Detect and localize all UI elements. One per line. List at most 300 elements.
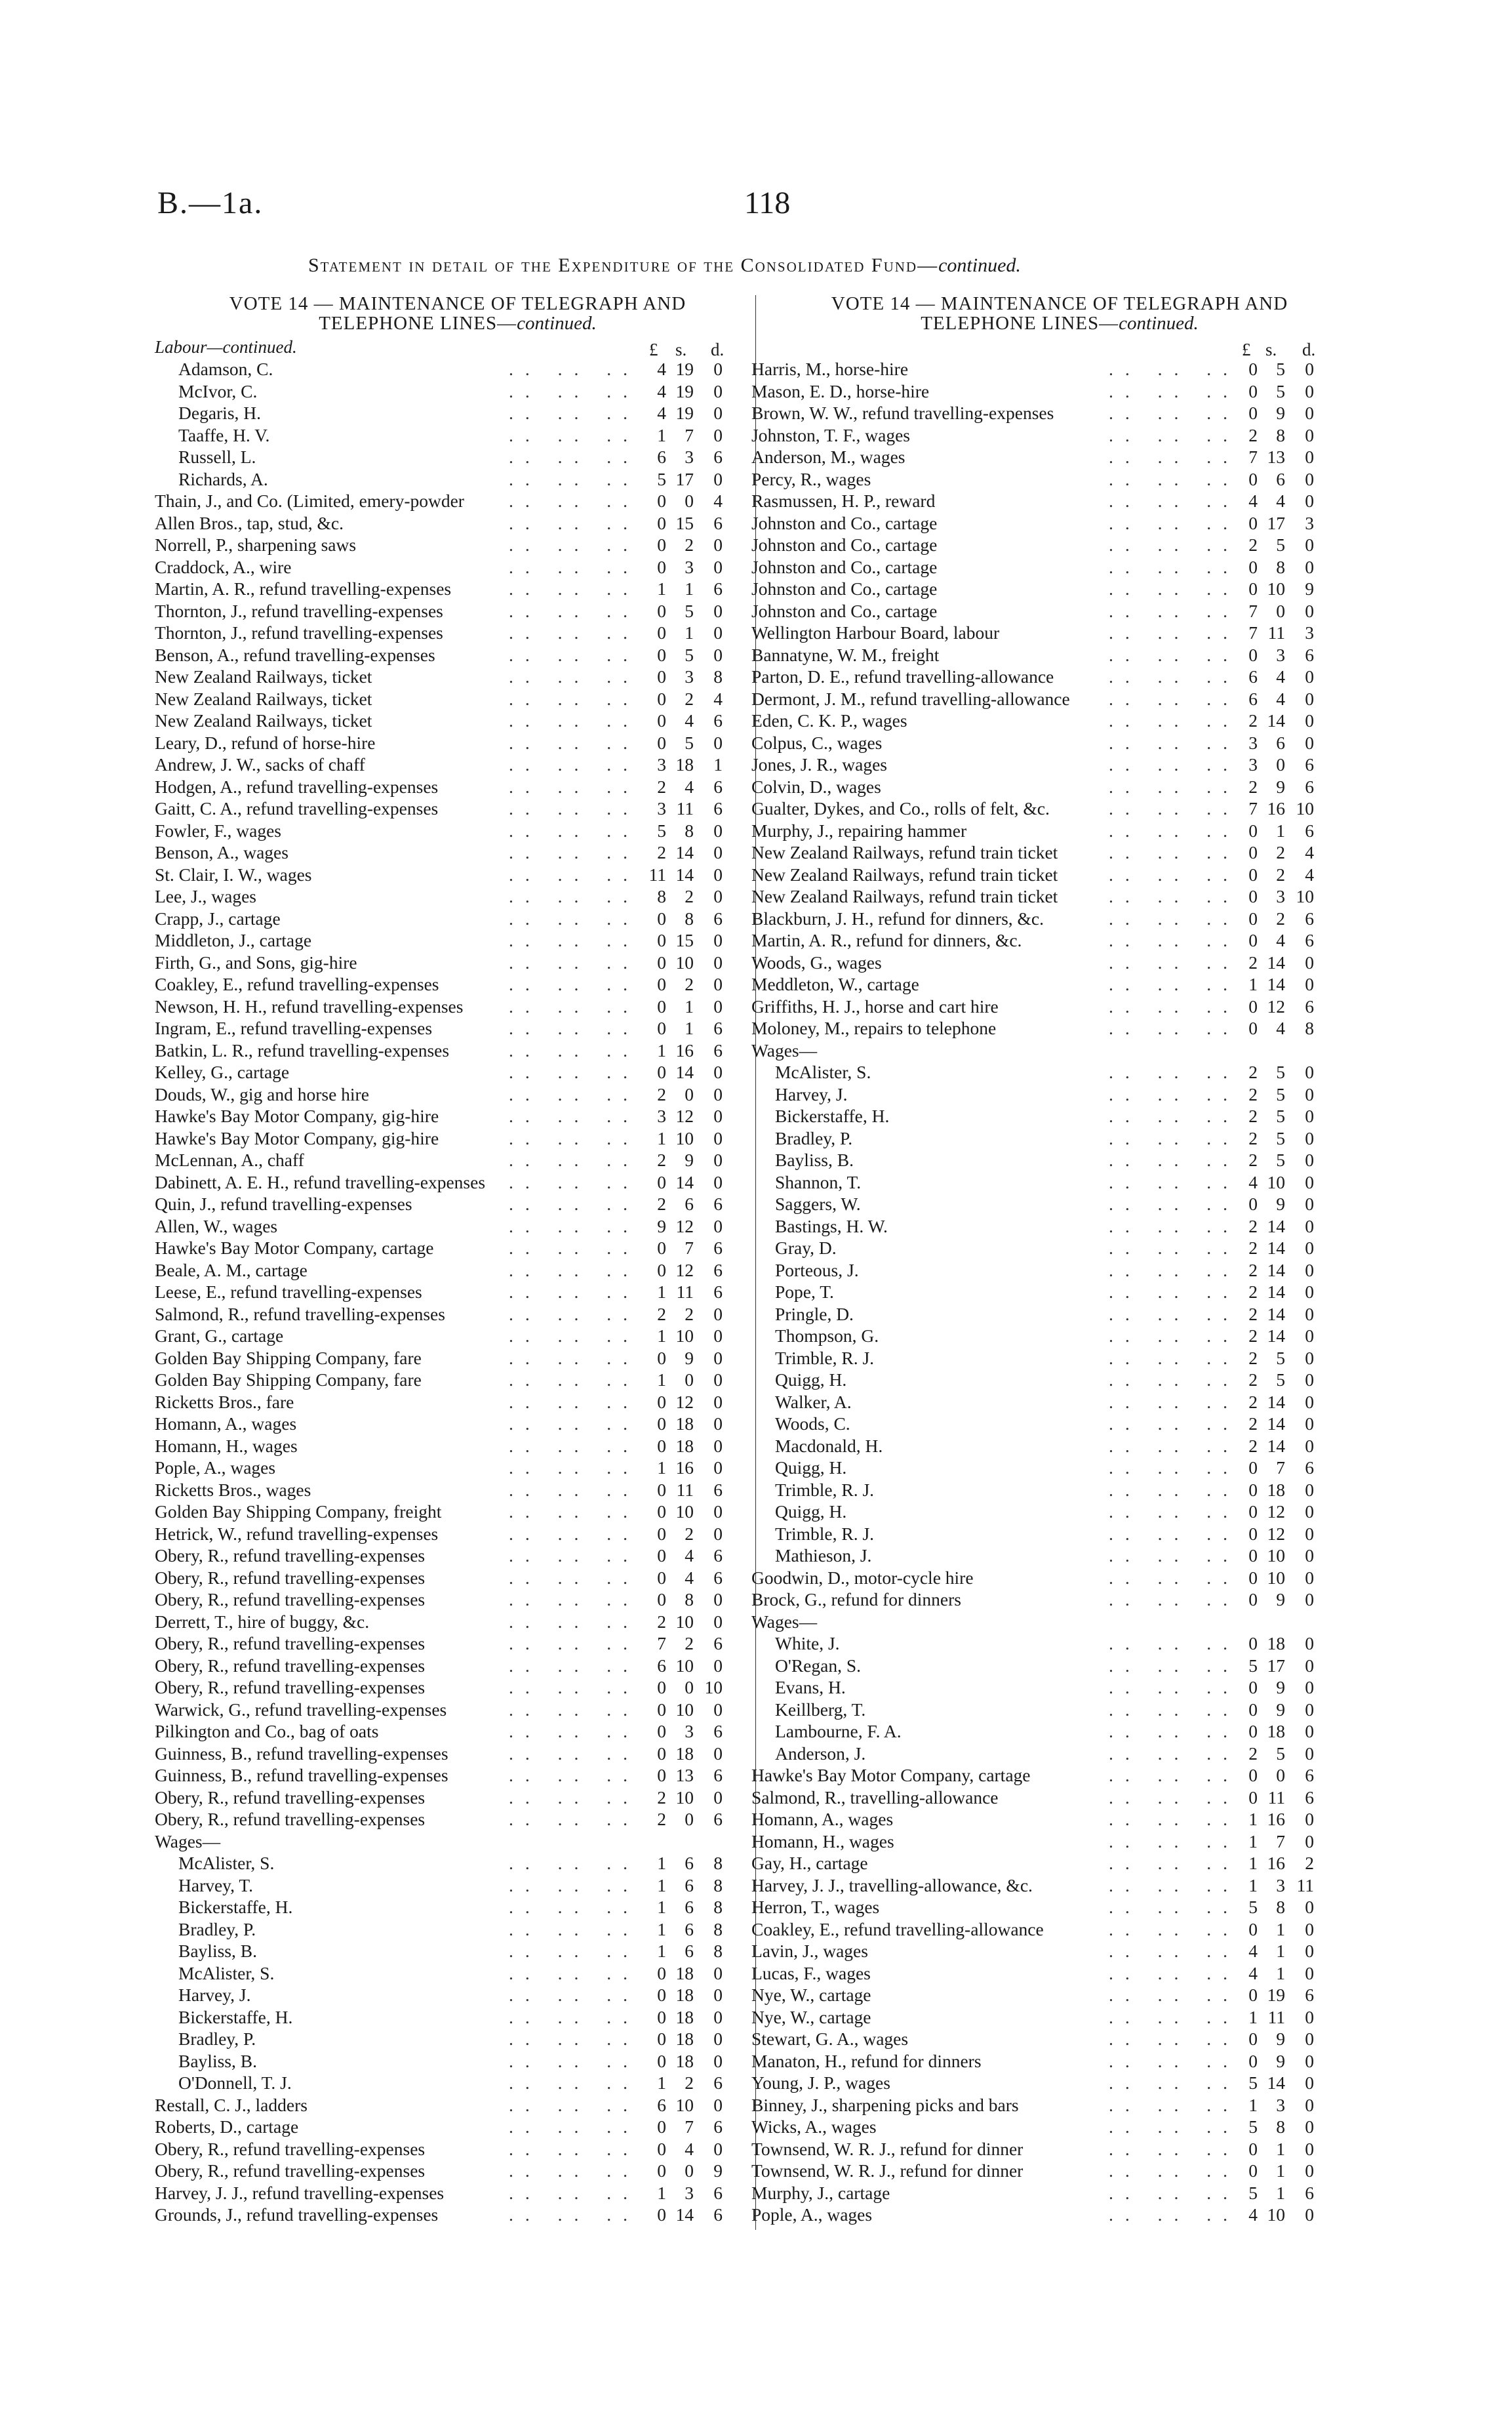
leader-dots: .. .. .. [1109, 1435, 1239, 1456]
entry-row [155, 1391, 761, 1413]
leader-dots: .. .. .. [1109, 2072, 1239, 2093]
shillings-value: 14 [1267, 1282, 1285, 1302]
entry-name: St. Clair, I. W., wages [155, 864, 312, 885]
leader-dots: .. .. .. [509, 1259, 639, 1280]
leader-dots: .. .. .. [509, 1413, 639, 1434]
pence-value: 0 [1305, 1259, 1314, 1280]
pence-value: 6 [713, 1194, 723, 1214]
pence-value: 0 [1305, 1941, 1314, 1961]
shillings-value: 18 [675, 754, 694, 775]
entry-name: Russell, L. [178, 447, 256, 467]
leader-dots: .. .. .. [509, 1435, 639, 1456]
pounds-value: 5 [657, 468, 666, 489]
shillings-value: 2 [685, 1303, 694, 1324]
pence-value: 4 [1305, 864, 1314, 885]
shillings-value: 9 [1276, 403, 1285, 423]
entry-row [155, 776, 761, 798]
pence-value: 0 [1305, 424, 1314, 445]
pounds-value: 0 [657, 1238, 666, 1258]
shillings-value: 1 [1276, 2160, 1285, 2181]
leader-dots: .. .. .. [509, 842, 639, 862]
page-number: 118 [744, 186, 791, 220]
entry-name: Harvey, J. J., refund travelling-expenses [155, 2182, 445, 2203]
pence-value: 0 [1305, 2138, 1314, 2159]
entry-name: Murphy, J., cartage [751, 2182, 890, 2203]
leader-dots: .. .. .. [509, 2204, 639, 2225]
shillings-value: 0 [1276, 1765, 1285, 1785]
entry-row [751, 2204, 1368, 2226]
pounds-value: 5 [1248, 2072, 1258, 2093]
pence-value: 0 [713, 1106, 723, 1126]
entry-name: Golden Bay Shipping Company, fare [155, 1347, 422, 1368]
shillings-value: 11 [1267, 622, 1285, 643]
leader-dots: .. .. .. [1109, 1171, 1239, 1192]
shillings-value: 5 [685, 732, 694, 753]
pence-value: 4 [713, 491, 723, 511]
pence-value: 0 [713, 974, 723, 994]
pounds-value: 6 [1248, 666, 1258, 687]
entry-name: Bradley, P. [178, 2029, 256, 2049]
entry-row [751, 446, 1368, 468]
leader-dots: .. .. .. [509, 447, 639, 467]
entry-name: Trimble, R. J. [775, 1523, 875, 1544]
shillings-value: 9 [1276, 1589, 1285, 1609]
pounds-value: 6 [657, 1655, 666, 1676]
entry-name: Quin, J., refund travelling-expenses [155, 1194, 412, 1214]
pence-value: 6 [1305, 1787, 1314, 1808]
entry-row [751, 424, 1368, 447]
shillings-value: 3 [685, 447, 694, 467]
pounds-value: 5 [1248, 1655, 1258, 1676]
shillings-value: 7 [1276, 1830, 1285, 1851]
pounds-value: 0 [1248, 1479, 1258, 1500]
pence-value: 0 [1305, 1391, 1314, 1412]
leader-dots: .. .. .. [509, 1787, 639, 1808]
entry-name: Coakley, E., refund travelling-expenses [155, 974, 439, 994]
pounds-value: 0 [657, 1985, 666, 2005]
entry-row [751, 1391, 1368, 1413]
shillings-value: 5 [685, 644, 694, 665]
entry-row [751, 820, 1368, 842]
leader-dots: .. .. .. [509, 1874, 639, 1895]
leader-dots: .. .. .. [509, 1589, 639, 1609]
pence-header: d. [1302, 340, 1316, 359]
pence-value: 0 [1305, 1633, 1314, 1653]
entry-row [751, 2160, 1368, 2182]
shillings-value: 1 [685, 1018, 694, 1038]
shillings-value: 8 [1276, 556, 1285, 577]
shillings-value: 9 [1276, 1699, 1285, 1720]
pounds-value: 7 [657, 1633, 666, 1653]
pence-value: 0 [1305, 1303, 1314, 1324]
shillings-value: 14 [1267, 2072, 1285, 2093]
shillings-value: 4 [685, 776, 694, 797]
entry-name: Anderson, J. [775, 1743, 866, 1764]
leader-dots: .. .. .. [1109, 1413, 1239, 1434]
shillings-value: 5 [685, 600, 694, 621]
shillings-value: 19 [675, 403, 694, 423]
leader-dots: .. .. .. [509, 710, 639, 731]
entry-row [155, 885, 761, 908]
pounds-value: 0 [657, 1962, 666, 1983]
entry-name: McLennan, A., chaff [155, 1150, 304, 1170]
pence-value: 6 [713, 710, 723, 731]
entry-row [155, 578, 761, 600]
leader-dots: .. .. .. [1109, 666, 1239, 687]
pence-value: 0 [1305, 1435, 1314, 1456]
leader-dots: .. .. .. [1109, 1238, 1239, 1258]
shillings-value: 9 [1276, 2029, 1285, 2049]
pounds-value: 0 [657, 952, 666, 973]
entry-name: Gray, D. [775, 1238, 837, 1258]
pounds-value: 2 [1248, 1435, 1258, 1456]
vote-heading-line-1: VOTE 14 — MAINTENANCE OF TELEGRAPH AND [831, 293, 1288, 314]
entry-name: Lucas, F., wages [751, 1962, 871, 1983]
entry-row [155, 1127, 761, 1150]
pence-value: 0 [1305, 1194, 1314, 1214]
leader-dots: .. .. .. [509, 1985, 639, 2005]
shillings-value: 18 [675, 2050, 694, 2071]
entry-name: Guinness, B., refund travelling-expenses [155, 1765, 448, 1785]
leader-dots: .. .. .. [1109, 1633, 1239, 1653]
entry-row [751, 776, 1368, 798]
pounds-value: 0 [1248, 1545, 1258, 1566]
pounds-value: 7 [1248, 447, 1258, 467]
pence-value: 0 [713, 1369, 723, 1390]
pounds-value: 0 [657, 600, 666, 621]
entry-row [155, 424, 761, 447]
pence-value: 6 [713, 1479, 723, 1500]
shillings-value: 14 [1267, 1259, 1285, 1280]
entry-name: Dermont, J. M., refund travelling-allowance [751, 688, 1070, 709]
shillings-value: 10 [675, 952, 694, 973]
leader-dots: .. .. .. [509, 1721, 639, 1741]
pounds-value: 2 [1248, 535, 1258, 555]
entry-name: Dabinett, A. E. H., refund travelling-expenses [155, 1171, 486, 1192]
pounds-value: 0 [1248, 512, 1258, 533]
leader-dots: .. .. .. [509, 974, 639, 994]
shillings-value: 2 [685, 688, 694, 709]
entry-name: Ingram, E., refund travelling-expenses [155, 1018, 433, 1038]
pence-value: 0 [1305, 447, 1314, 467]
entry-name: Walker, A. [775, 1391, 852, 1412]
entry-row [155, 1830, 761, 1853]
entry-row [751, 358, 1368, 380]
shillings-value: 3 [685, 1721, 694, 1741]
pounds-value: 3 [1248, 732, 1258, 753]
shillings-value: 19 [1267, 1985, 1285, 2005]
leader-dots: .. .. .. [509, 1853, 639, 1873]
entry-name: Pople, A., wages [155, 1457, 276, 1478]
pence-value: 3 [1305, 622, 1314, 643]
entry-name: Obery, R., refund travelling-expenses [155, 1787, 426, 1808]
pounds-value: 0 [1248, 886, 1258, 906]
entry-name: Johnston and Co., cartage [751, 600, 938, 621]
entry-name: Taaffe, H. V. [178, 424, 270, 445]
pounds-value: 4 [1248, 1962, 1258, 1983]
leader-dots: .. .. .. [509, 578, 639, 599]
entry-row [155, 1061, 761, 1083]
shillings-value: 5 [1276, 1106, 1285, 1126]
pence-value: 9 [713, 2160, 723, 2181]
leader-dots: .. .. .. [1109, 1567, 1239, 1588]
entry-name: Evans, H. [775, 1677, 846, 1697]
pence-value: 9 [1305, 578, 1314, 599]
entry-row [155, 1962, 761, 1985]
shillings-value: 14 [1267, 974, 1285, 994]
entry-row [155, 1040, 761, 1062]
entry-row [155, 1017, 761, 1040]
pence-value: 0 [713, 952, 723, 973]
right-column [751, 294, 1368, 2226]
entry-row [155, 952, 761, 974]
pounds-value: 0 [657, 666, 666, 687]
shillings-value: 6 [685, 1194, 694, 1214]
leader-dots: .. .. .. [1109, 1062, 1239, 1082]
pounds-value: 0 [657, 930, 666, 950]
pounds-value: 4 [657, 359, 666, 379]
entry-name: McAlister, S. [178, 1962, 275, 1983]
pence-value: 6 [713, 1545, 723, 1566]
pounds-value: 0 [657, 688, 666, 709]
pounds-value: 0 [1248, 820, 1258, 841]
pounds-value: 2 [1248, 424, 1258, 445]
leader-dots: .. .. .. [509, 1083, 639, 1104]
shillings-value: 2 [685, 886, 694, 906]
pence-value: 0 [713, 2029, 723, 2049]
entry-row [155, 996, 761, 1018]
entry-name: Lambourne, F. A. [775, 1721, 902, 1741]
pounds-value: 0 [657, 1523, 666, 1544]
pounds-value: 2 [1248, 1259, 1258, 1280]
entry-row [155, 468, 761, 491]
pounds-value: 9 [657, 1215, 666, 1236]
pounds-value: 0 [1248, 864, 1258, 885]
shillings-value: 0 [1276, 754, 1285, 775]
entry-row [751, 1896, 1368, 1918]
entry-row [751, 1237, 1368, 1259]
entry-name: Hetrick, W., refund travelling-expenses [155, 1523, 439, 1544]
shillings-value: 18 [675, 1435, 694, 1456]
leader-dots: .. .. .. [509, 1479, 639, 1500]
shillings-value: 3 [1276, 2094, 1285, 2115]
entry-name: Bayliss, B. [178, 2050, 257, 2071]
entry-name: Nye, W., cartage [751, 1985, 871, 2005]
entry-name: Martin, A. R., refund for dinners, &c. [751, 930, 1022, 950]
pence-value: 0 [713, 2050, 723, 2071]
leader-dots: .. .. .. [509, 930, 639, 950]
pounds-value: 2 [657, 1611, 666, 1632]
vote-heading-line-2 [155, 313, 761, 333]
shillings-value: 11 [1267, 1787, 1285, 1808]
entry-name: Adamson, C. [178, 359, 273, 379]
leader-dots: .. .. .. [1109, 1874, 1239, 1895]
entry-row [155, 358, 761, 380]
entry-name: McAlister, S. [178, 1853, 275, 1873]
leader-dots: .. .. .. [509, 1150, 639, 1170]
entry-name: Herron, T., wages [751, 1897, 880, 1917]
pence-value: 8 [713, 1941, 723, 1961]
pounds-value: 2 [1248, 1369, 1258, 1390]
entry-row [751, 1501, 1368, 1523]
pence-value: 0 [713, 1589, 723, 1609]
entry-name: Homann, A., wages [155, 1413, 297, 1434]
entry-row [155, 1984, 761, 2006]
entry-row [751, 1105, 1368, 1127]
shillings-value: 8 [685, 1589, 694, 1609]
entry-name: Woods, G., wages [751, 952, 882, 973]
pence-value: 6 [713, 1721, 723, 1741]
shillings-value: 10 [1267, 1171, 1285, 1192]
pounds-value: 5 [1248, 2116, 1258, 2137]
shillings-value: 18 [675, 2006, 694, 2027]
entry-name: Johnston, T. F., wages [751, 424, 910, 445]
pounds-header: £ [1242, 340, 1251, 359]
entry-row [751, 710, 1368, 732]
pence-value: 0 [713, 1303, 723, 1324]
pence-value: 0 [713, 1985, 723, 2005]
pence-value: 6 [1305, 2182, 1314, 2203]
entry-name: Bickerstaffe, H. [178, 1897, 293, 1917]
entry-name: Pilkington and Co., bag of oats [155, 1721, 379, 1741]
shillings-value: 15 [675, 930, 694, 950]
pounds-value: 1 [1248, 2094, 1258, 2115]
leader-dots: .. .. .. [509, 732, 639, 753]
pounds-value: 1 [657, 1918, 666, 1939]
pounds-value: 2 [657, 1150, 666, 1170]
pounds-value: 0 [657, 2204, 666, 2225]
entry-row [751, 1588, 1368, 1611]
entry-row [751, 864, 1368, 886]
entry-name: Shannon, T. [775, 1171, 862, 1192]
pence-value: 0 [1305, 1150, 1314, 1170]
leader-dots: .. .. .. [1109, 1369, 1239, 1390]
entry-name: Harris, M., horse-hire [751, 359, 909, 379]
entry-name: Harvey, J. J., travelling-allowance, &c. [751, 1874, 1033, 1895]
shillings-value: 9 [1276, 1194, 1285, 1214]
pounds-value: 2 [1248, 1238, 1258, 1258]
pounds-value: 0 [1248, 556, 1258, 577]
entry-row [751, 1435, 1368, 1457]
leader-dots: .. .. .. [509, 820, 639, 841]
statement-title-main: Statement in detail of the Expenditure of the Consolidated Fund— [308, 254, 939, 276]
entry-name: Nye, W., cartage [751, 2006, 871, 2027]
pounds-value: 2 [1248, 1413, 1258, 1434]
shillings-value: 13 [675, 1765, 694, 1785]
entry-name: Bayliss, B. [178, 1941, 257, 1961]
shillings-value: 0 [685, 1677, 694, 1697]
pence-value: 0 [713, 1347, 723, 1368]
shillings-value: 4 [685, 2138, 694, 2159]
pence-value: 6 [713, 798, 723, 819]
entry-row [751, 1699, 1368, 1721]
currency-header-left [155, 337, 761, 359]
pounds-value: 5 [1248, 1897, 1258, 1917]
shillings-value: 10 [675, 1699, 694, 1720]
vote-heading-cont: continued. [517, 313, 597, 334]
entry-row [155, 1303, 761, 1325]
pounds-value: 0 [657, 1721, 666, 1741]
entry-row [155, 1764, 761, 1787]
shillings-value: 1 [1276, 1962, 1285, 1983]
entry-row [155, 1611, 761, 1633]
entry-name: Benson, A., wages [155, 842, 288, 862]
entry-row [155, 2204, 761, 2226]
leader-dots: .. .. .. [1109, 710, 1239, 731]
pence-value: 6 [1305, 1985, 1314, 2005]
pence-value: 2 [1305, 1853, 1314, 1873]
pence-value: 0 [713, 1743, 723, 1764]
leader-dots: .. .. .. [1109, 644, 1239, 665]
shillings-value: 5 [1276, 1127, 1285, 1148]
entry-row [155, 1567, 761, 1589]
entry-row [155, 2028, 761, 2050]
shillings-value: 5 [1276, 1083, 1285, 1104]
entry-row [155, 2006, 761, 2029]
leader-dots: .. .. .. [509, 1106, 639, 1126]
pounds-value: 0 [657, 512, 666, 533]
shillings-value: 8 [1276, 1897, 1285, 1917]
entry-name: Young, J. P., wages [751, 2072, 890, 2093]
entry-row [751, 1611, 1368, 1633]
leader-dots: .. .. .. [1109, 1282, 1239, 1302]
entry-name: White, J. [775, 1633, 840, 1653]
pence-value: 0 [1305, 1897, 1314, 1917]
pence-value: 0 [713, 996, 723, 1017]
entry-row [751, 1764, 1368, 1787]
leader-dots: .. .. .. [1109, 2050, 1239, 2071]
pounds-value: 0 [1248, 1699, 1258, 1720]
pounds-value: 0 [1248, 578, 1258, 599]
pence-value: 6 [1305, 996, 1314, 1017]
shillings-value: 0 [685, 1369, 694, 1390]
entry-name: Thompson, G. [775, 1325, 879, 1346]
leader-dots: .. .. .. [509, 688, 639, 709]
pence-value: 0 [713, 1435, 723, 1456]
entry-row [751, 2116, 1368, 2138]
leader-dots: .. .. .. [509, 468, 639, 489]
vote-heading-right [751, 294, 1368, 340]
entry-name: Lavin, J., wages [751, 1941, 868, 1961]
pounds-value: 1 [657, 424, 666, 445]
leader-dots: .. .. .. [509, 1238, 639, 1258]
entry-name: New Zealand Railways, refund train ticket [751, 864, 1058, 885]
entry-name: Salmond, R., refund travelling-expenses [155, 1303, 445, 1324]
pounds-value: 0 [1248, 1194, 1258, 1214]
entry-name: Golden Bay Shipping Company, fare [155, 1369, 422, 1390]
shillings-value: 2 [685, 1633, 694, 1653]
shillings-value: 10 [1267, 1567, 1285, 1588]
pounds-value: 1 [1248, 974, 1258, 994]
shillings-value: 2 [1276, 864, 1285, 885]
pence-value: 6 [713, 512, 723, 533]
pounds-value: 0 [1248, 359, 1258, 379]
entry-name: New Zealand Railways, ticket [155, 710, 372, 731]
leader-dots: .. .. .. [509, 2160, 639, 2181]
pence-value: 0 [1305, 1962, 1314, 1983]
entry-name: McIvor, C. [178, 380, 258, 401]
pounds-value: 0 [1248, 380, 1258, 401]
pounds-value: 0 [657, 1479, 666, 1500]
entry-name: Parton, D. E., refund travelling-allowance [751, 666, 1054, 687]
entry-row [751, 1457, 1368, 1479]
pounds-value: 0 [1248, 1918, 1258, 1939]
leader-dots: .. .. .. [1109, 798, 1239, 819]
leader-dots: .. .. .. [509, 886, 639, 906]
pounds-value: 0 [657, 974, 666, 994]
pounds-value: 3 [657, 798, 666, 819]
pence-value: 6 [713, 908, 723, 929]
